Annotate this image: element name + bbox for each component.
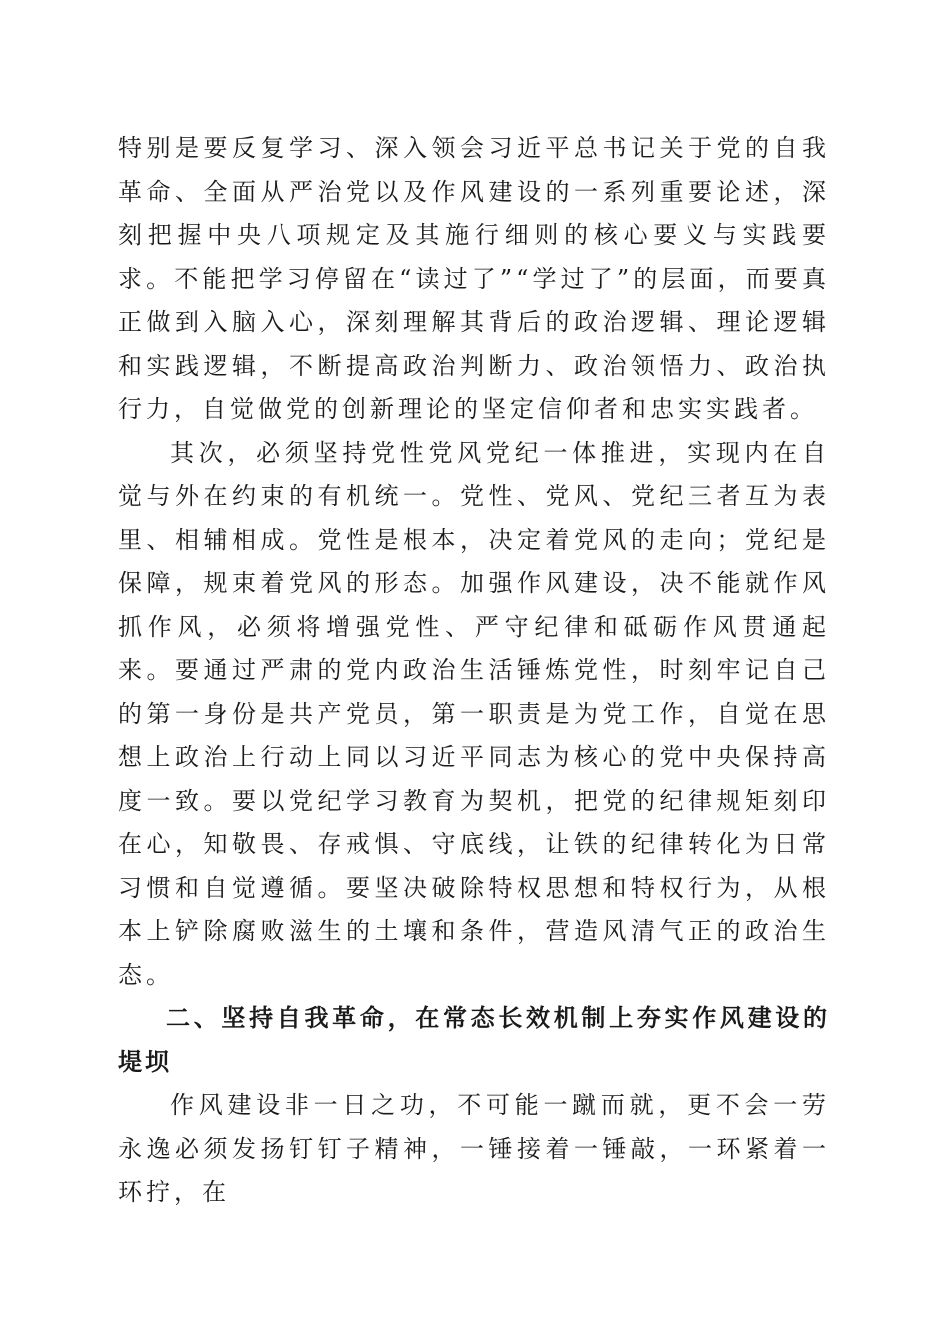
document-page: [118, 127, 830, 1215]
body-paragraph-2: 其次，必须坚持党性党风党纪一体推进，实现内在自觉与外在约束的有机统一。党性、党风、党纪三者互为表里、相辅相成。党性是根本，决定着党风的走向；党纪是保障，规束着党风的形态。加强作风建设，决不能就作风抓作风，必须将增强党性、严守纪律和砥砺作风贯通起来。要通过严肃的党内政治生活锤炼党性，时刻牢记自己的第一身份是共产党员，第一职责是为党工作，自觉在思想上政治上行动上同以习近平同志为核心的党中央保持高度一致。要以党纪学习教育为契机，把党的纪律规矩刻印在心，知敬畏、存戒惧、守底线，让铁的纪律转化为日常习惯和自觉遵循。要坚决破除特权思想和特权行为，从根本上铲除腐败滋生的土壤和条件，营造风清气正的政治生态。: [118, 438, 830, 989]
body-paragraph-3: 作风建设非一日之功，不可能一蹴而就，更不会一劳永逸必须发扬钉钉子精神，一锤接着一锤敲，一环紧着一环拧，在: [118, 1091, 830, 1206]
body-paragraph-1: 特别是要反复学习、深入领会习近平总书记关于党的自我革命、全面从严治党以及作风建设的一系列重要论述，深刻把握中央八项规定及其施行细则的核心要义与实践要求。不能把学习停留在“读过了”“学过了”的层面，而要真正做到入脑入心，深刻理解其背后的政治逻辑、理论逻辑和实践逻辑，不断提高政治判断力、政治领悟力、政治执行力，自觉做党的创新理论的坚定信仰者和忠实实践者。: [118, 134, 830, 423]
section-heading: 二、坚持自我革命，在常态长效机制上夯实作风建设的堤坝: [118, 1004, 830, 1076]
